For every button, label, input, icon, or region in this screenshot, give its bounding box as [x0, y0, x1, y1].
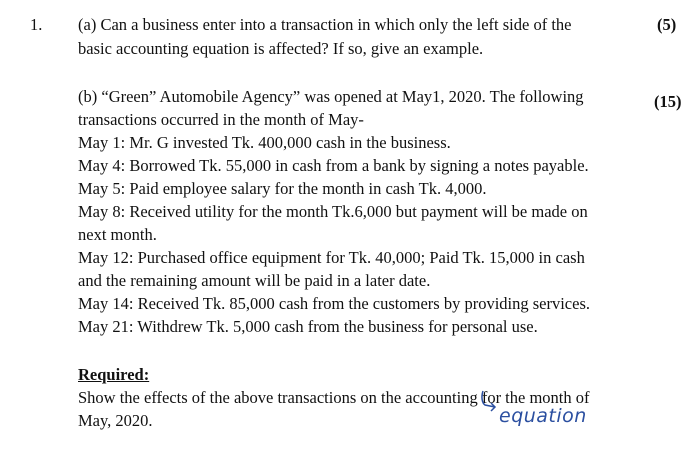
part-a-marks: (5)	[657, 15, 677, 34]
part-a-line: basic accounting equation is affected? If so, give an example.	[78, 39, 484, 58]
handwritten-annotation	[485, 405, 587, 427]
part-b-line: May 21: Withdrew Tk. 5,000 cash from the business for personal use.	[78, 317, 538, 336]
insert-caret-icon	[479, 389, 499, 419]
part-b-line: May 12: Purchased office equipment for Tk. 40,000; Paid Tk. 15,000 in cash	[78, 248, 585, 267]
part-b-line: transactions occurred in the month of May-	[78, 110, 364, 129]
required-line: Show the effects of the above transactions on the accounting for the month of	[78, 388, 590, 407]
part-a-line: (a) Can a business enter into a transaction in which only the left side of the	[78, 15, 572, 34]
part-b-line: May 14: Received Tk. 85,000 cash from the customers by providing services.	[78, 294, 590, 313]
part-b-marks: (15)	[654, 92, 682, 111]
part-b-line: (b) “Green” Automobile Agency” was opened at May1, 2020. The following	[78, 87, 584, 106]
part-b-line: May 1: Mr. G invested Tk. 400,000 cash in the business.	[78, 133, 451, 152]
handwritten-equation: equation	[499, 405, 587, 427]
part-b-line: next month.	[78, 225, 157, 244]
part-b-line: May 8: Received utility for the month Tk.6,000 but payment will be made on	[78, 202, 588, 221]
part-b-line: and the remaining amount will be paid in a later date.	[78, 271, 431, 290]
required-line: May, 2020.	[78, 411, 153, 430]
part-b-line: May 4: Borrowed Tk. 55,000 in cash from a bank by signing a notes payable.	[78, 156, 589, 175]
question-number: 1.	[30, 15, 43, 34]
required-heading: Required:	[78, 365, 150, 384]
part-b-line: May 5: Paid employee salary for the month in cash Tk. 4,000.	[78, 179, 487, 198]
